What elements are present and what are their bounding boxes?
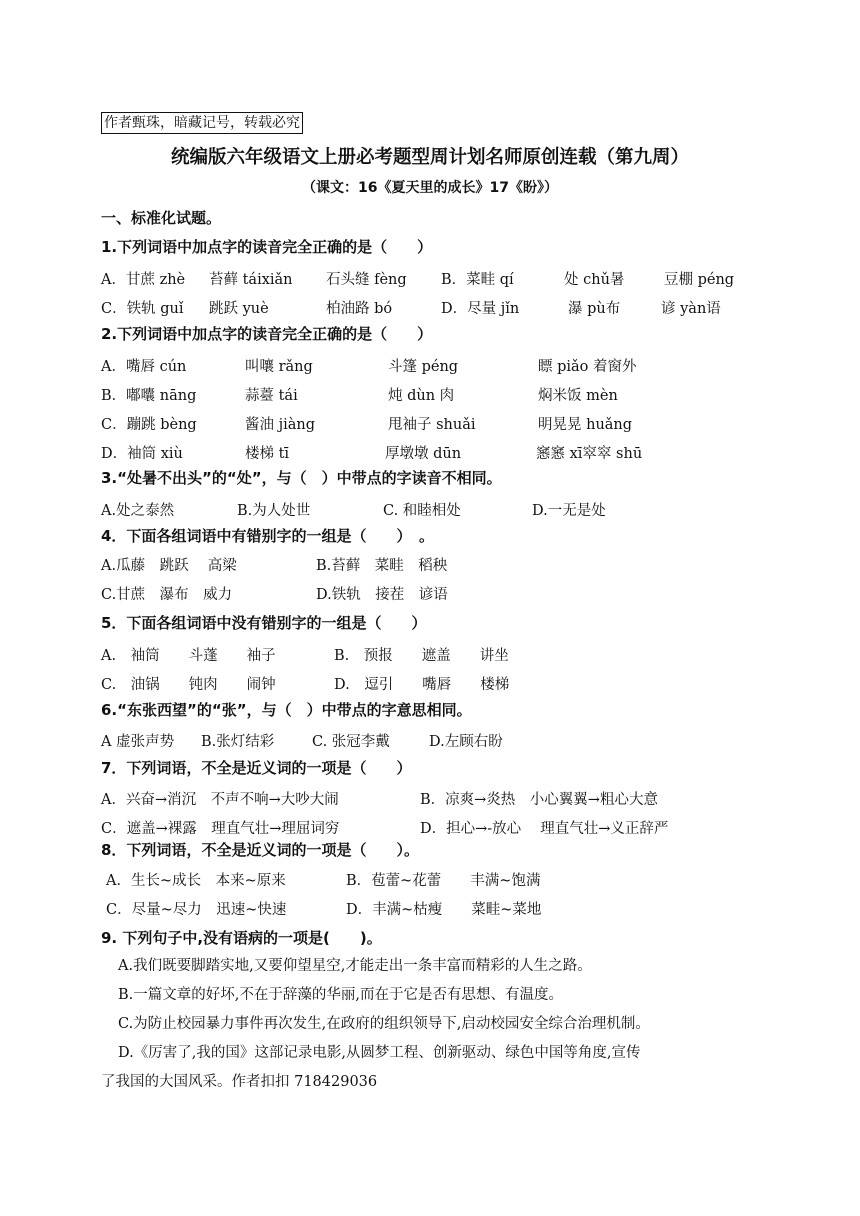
q2-option: 厚墩墩 dūn [385,446,462,462]
q2-option: 明晃晃 huǎng [538,417,633,433]
q1-option: C．铁轨 guǐ [101,301,184,317]
q6-option: B.张灯结彩 [201,734,275,750]
question-9-stem: 9. 下列句子中,没有语病的一项是( )。 [101,929,382,947]
q1-option: A．甘蔗 zhè [101,272,186,288]
q2-option: 甩袖子 shuǎi [388,417,476,433]
q1-option: 瀑 pù布 [568,301,621,317]
q2-option: 窸窸 xī窣窣 shū [536,446,643,462]
q2-option: 楼梯 tī [245,446,290,462]
q6-option: A 虚张声势 [101,734,175,750]
q2-option: A．嘴唇 cún [101,359,187,375]
question-7-stem: 7．下列词语，不全是近义词的一项是（ ） [101,759,412,777]
q2-option: 酱油 jiàng [245,417,316,433]
q1-option: 处 chǔ暑 [564,272,625,288]
q3-option: C. 和睦相处 [383,503,461,519]
q2-option: D．袖筒 xiù [101,446,183,462]
q7-option: B．凉爽→炎热 小心翼翼→粗心大意 [420,792,658,808]
question-4-stem: 4．下面各组词语中有错别字的一组是（ ） 。 [101,527,434,545]
q1-option: D．尽量 jǐn [441,301,520,317]
author-notice-box: 作者甄珠，暗藏记号，转载必究 [101,112,303,134]
q2-option: 瞟 piǎo 着窗外 [538,359,637,375]
section-title: 一、标准化试题。 [101,209,222,227]
q6-option: D.左顾右盼 [429,734,503,750]
q5-option: B. 预报 遮盖 讲坐 [334,648,509,664]
q5-option: A. 袖筒 斗蓬 袖子 [101,648,276,664]
q1-option: 跳跃 yuè [209,301,269,317]
q7-option: A．兴奋→消沉 不声不响→大吵大闹 [101,792,339,808]
q2-option: C．蹦跳 bèng [101,417,197,433]
q9-option: C.为防止校园暴力事件再次发生,在政府的组织领导下,启动校园安全综合治理机制。 [118,1016,650,1032]
q3-option: B.为人处世 [237,503,311,519]
q3-option: D.一无是处 [532,503,606,519]
q4-option: B.苔藓 菜畦 稻秧 [316,558,448,574]
q2-option: 焖米饭 mèn [538,388,618,404]
q9-option: B.一篇文章的好坏,不在于辞藻的华丽,而在于它是否有思想、有温度。 [118,987,563,1003]
q2-option: 叫嚷 rǎng [245,359,313,375]
q3-option: A.处之泰然 [101,503,175,519]
question-8-stem: 8．下列词语，不全是近义词的一项是（ ）。 [101,841,419,859]
question-2-stem: 2.下列词语中加点字的读音完全正确的是（ ） [101,325,433,343]
q5-option: D. 逗引 嘴唇 楼梯 [334,677,510,693]
q1-option: 豆棚 péng [664,272,735,288]
q8-option: A．生长~成长 本来~原来 [106,873,286,889]
q1-option: 石头缝 fèng [326,272,407,288]
q8-option: D．丰满~枯瘦 菜畦~菜地 [346,902,542,918]
q9-option: D.《厉害了,我的国》这部记录电影,从圆梦工程、创新驱动、绿色中国等角度,宣传 [118,1045,641,1061]
q4-option: C.甘蔗 瀑布 威力 [101,587,233,603]
q1-option: 苔藓 táixiǎn [209,272,293,288]
q2-option: B．嘟囔 nāng [101,388,197,404]
question-5-stem: 5．下面各组词语中没有错别字的一组是（ ） [101,614,427,632]
question-1-stem: 1.下列词语中加点字的读音完全正确的是（ ） [101,238,433,256]
question-6-stem: 6.“东张西望”的“张”，与（ ）中带点的字意思相同。 [101,701,472,719]
page-title: 统编版六年级语文上册必考题型周计划名师原创连载（第九周） [170,147,689,168]
q6-option: C. 张冠李戴 [312,734,390,750]
q2-option: 斗篷 péng [388,359,459,375]
question-3-stem: 3.“处暑不出头”的“处”，与（ ）中带点的字读音不相同。 [101,469,502,487]
q2-option: 蒜薹 tái [245,388,298,404]
q1-option: 谚 yàn语 [661,301,721,317]
page-subtitle: （课文：16《夏天里的成长》17《盼》） [302,180,558,196]
q9-option-continuation: 了我国的大国风采。作者扣扣 718429036 [101,1074,378,1090]
q9-option: A.我们既要脚踏实地,又要仰望星空,才能走出一条丰富而精彩的人生之路。 [118,958,592,974]
q4-option: D.铁轨 接茬 谚语 [316,587,448,603]
q2-option: 炖 dùn 肉 [388,388,455,404]
q4-option: A.瓜藤 跳跃 高梁 [101,558,237,574]
q5-option: C. 油锅 钝肉 闹钟 [101,677,276,693]
q8-option: B．苞蕾~花蕾 丰满~饱满 [346,873,541,889]
q8-option: C．尽量~尽力 迅速~快速 [106,902,287,918]
q7-option: C．遮盖→裸露 理直气壮→理屈词穷 [101,821,340,837]
q1-option: B．菜畦 qí [441,272,514,288]
q7-option: D．担心→-放心 理直气壮→义正辞严 [420,821,669,837]
q1-option: 柏油路 bó [326,301,393,317]
